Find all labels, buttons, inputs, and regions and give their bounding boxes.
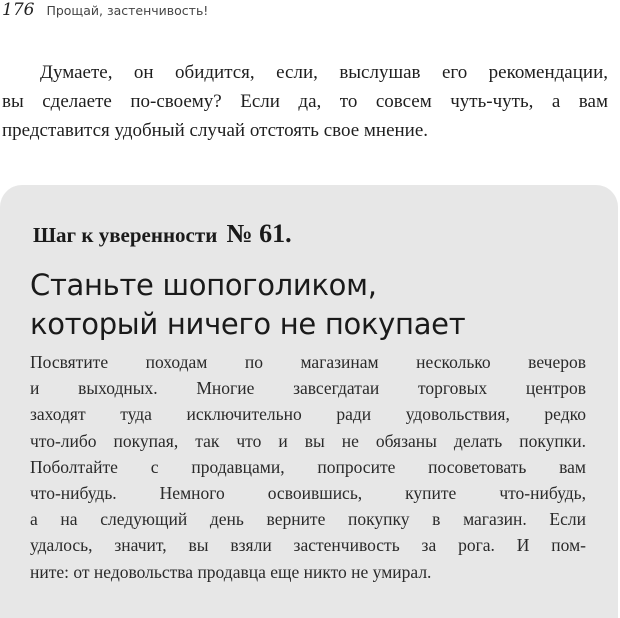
step-title <box>33 219 292 249</box>
running-title: Прощай, застенчивость! <box>46 3 209 18</box>
tip-headline <box>30 266 465 344</box>
body-line: Посвятите походам по магазинам несколько вечеров <box>30 352 586 372</box>
page-header <box>0 0 208 26</box>
body-line: что-либо покупая, так что и вы не обязаны делать покупки. <box>30 430 586 451</box>
headline-line: который ничего не покупает <box>30 307 466 341</box>
tip-body <box>30 349 586 585</box>
body-line: заходят туда исключительно ради удовольствия, редко <box>30 404 586 425</box>
body-line: и выходных. Многие завсегдатаи торговых центров <box>30 378 586 399</box>
paragraph-line: представится удобный случай отстоять свое мнение. <box>2 120 429 141</box>
intro-paragraph <box>2 58 608 145</box>
page-number: 176 <box>2 0 35 20</box>
body-line: а на следующий день верните покупку в магазин. Если <box>30 509 586 530</box>
paragraph-line: вы сделаете по-своему? Если да, то совсем чуть-чуть, а вам <box>2 91 608 112</box>
step-label: Шаг к уверенности <box>33 223 218 247</box>
body-line: ните: от недовольства продавца еще никто не умирал. <box>30 561 432 582</box>
paragraph-line: Думаете, он обидится, если, выслушав его рекомендации, <box>40 62 608 83</box>
headline-line: Станьте шопоголиком, <box>30 268 377 302</box>
body-line: что-нибудь. Немного освоившись, купите что-нибудь, <box>30 483 586 504</box>
step-number: № 61. <box>226 219 292 248</box>
body-line: удалось, значит, вы взяли застенчивость за рога. И пом- <box>30 535 586 556</box>
body-line: Поболтайте с продавцами, попросите посоветовать вам <box>30 456 586 477</box>
